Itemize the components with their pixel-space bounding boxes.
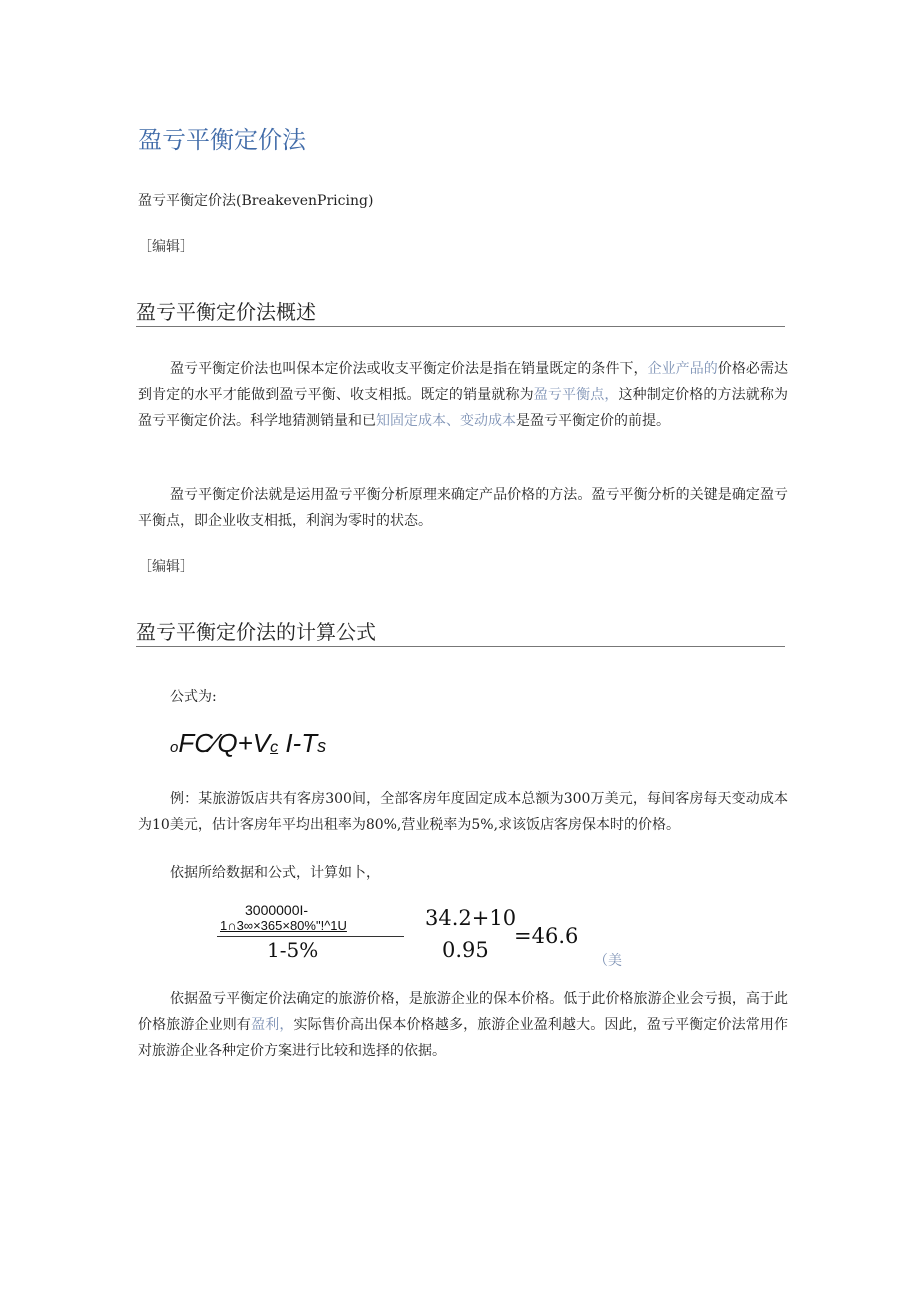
link-breakeven-point[interactable]: 盈亏平衡点，: [533, 387, 619, 403]
text-segment: 实际售价高出保本价格越多，旅游企业盈利越大。因此，盈亏平衡定价法常用作对旅游企业各种定价方案进行比较和选择的依据。: [138, 1017, 789, 1059]
calc-mid-denominator: 0.95: [442, 938, 489, 962]
section-heading-overview: 盈亏平衡定价法概述: [136, 296, 785, 327]
conclusion-paragraph: [138, 986, 788, 1064]
calc-mid-numerator: 34.2+10: [425, 906, 517, 930]
section-heading-formula: 盈亏平衡定价法的计算公式: [136, 616, 785, 647]
page-subtitle: 盈亏平衡定价法(BreakevenPricing): [138, 193, 374, 209]
calc-unit: （美: [594, 953, 622, 969]
text-segment: 依据盈亏平衡定价法确定的旅游价格，是旅游企业的保本价格。低于此价格旅游企业会亏损，高于此价格旅游企业则有: [138, 991, 788, 1033]
calc-denominator: 1-5%: [267, 938, 319, 962]
edit-link[interactable]: ［编辑］: [138, 559, 194, 575]
edit-link[interactable]: ［编辑］: [138, 239, 194, 255]
breakeven-formula: [170, 728, 326, 759]
calc-intro: 依据所给数据和公式，计算如卜，: [170, 865, 380, 881]
text-segment: 价格必需达到肯定的水平才能做到盈亏平衡、收支相抵。既定的销量就称为: [138, 361, 789, 403]
formula-prefix: o: [170, 739, 179, 756]
formula-subscript-c: c: [270, 739, 279, 756]
link-profit[interactable]: 盈利，: [251, 1017, 294, 1033]
calc-numerator-line1: 3000000I-: [245, 902, 309, 918]
overview-paragraph-1: [138, 356, 788, 434]
example-paragraph: 例：某旅游饭店共有客房300间，全部客房年度固定成本总额为300万美元，每间客房每天变动成本为10美元，估计客房年平均出租率为80%,营业税率为5%,求该饭店客房保本时的价格。: [138, 791, 788, 833]
page-title: 盈亏平衡定价法: [138, 126, 306, 154]
formula-denominator: I-T: [278, 728, 318, 758]
text-segment: 这种制定价格的方法就称为盈亏平衡定价法。科学地猜测销量和已: [138, 387, 789, 429]
overview-paragraph-2: 盈亏平衡定价法就是运用盈亏平衡分析原理来确定产品价格的方法。盈亏平衡分析的关键是确定盈亏平衡点，即企业收支相抵，利润为零时的状态。: [138, 487, 788, 529]
formula-main: FC⁄Q+V: [178, 728, 271, 758]
fraction-bar: [217, 936, 404, 937]
calc-result: =46.6: [514, 924, 579, 948]
formula-intro: 公式为:: [170, 689, 217, 705]
link-enterprise-product[interactable]: 企业产品的: [647, 361, 718, 377]
formula-subscript-s: s: [317, 736, 327, 756]
calc-numerator-line2: 1∩3∞×365×80%"!^1U: [220, 918, 347, 933]
link-fixed-variable-cost[interactable]: 知固定成本、变动成本: [376, 413, 516, 429]
text-segment: 盈亏平衡定价法也叫保本定价法或收支平衡定价法是指在销量既定的条件下，: [170, 361, 648, 377]
text-segment: 是盈亏平衡定价的前提。: [516, 413, 670, 429]
